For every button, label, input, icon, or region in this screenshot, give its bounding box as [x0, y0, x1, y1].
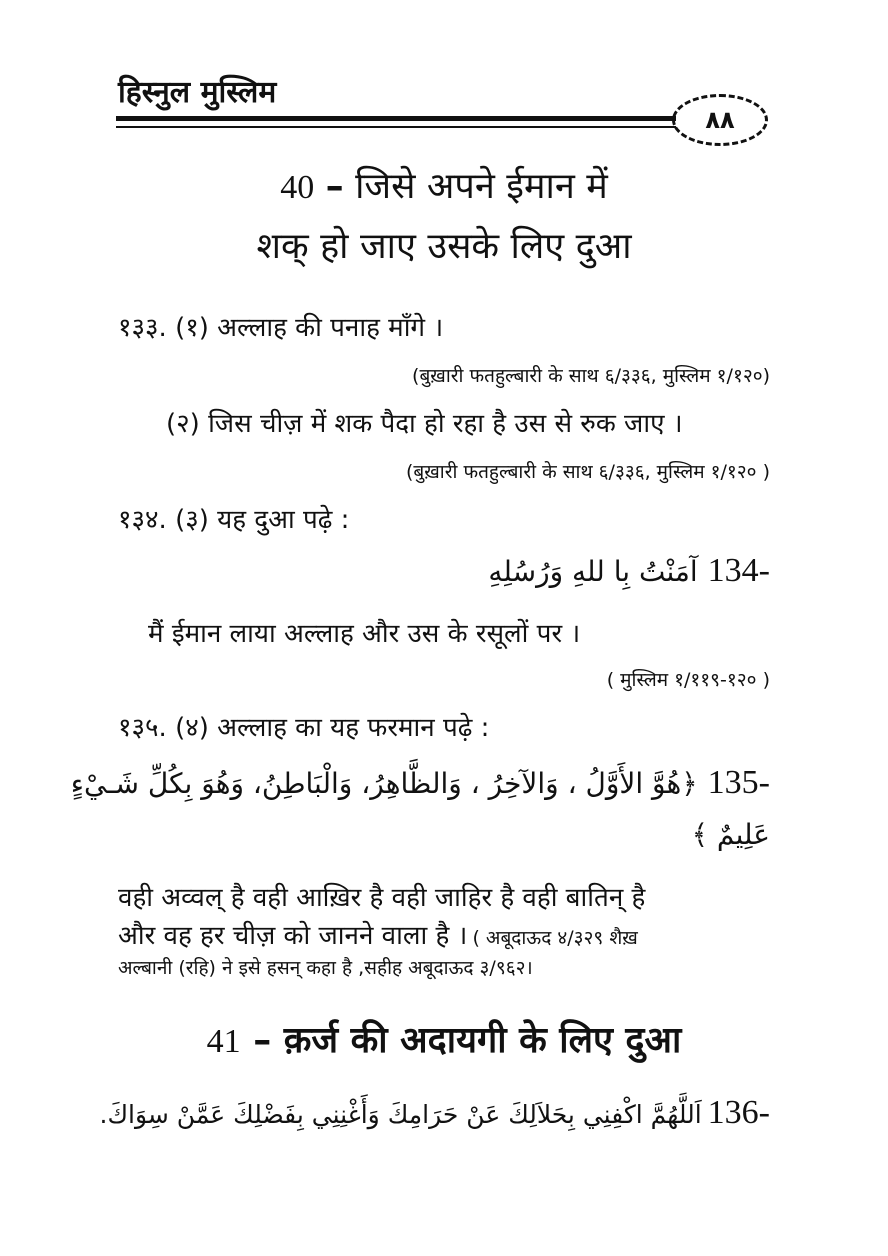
item-135-translation-line2	[118, 916, 638, 952]
item-133-b: (२) जिस चीज़ में शक पैदा हो रहा है उस से रुक जाए ।	[166, 409, 683, 439]
item-136-dua	[100, 1094, 771, 1132]
item-134-reference: ( मुस्लिम १/११९-१२० )	[606, 669, 770, 691]
section-40-heading-line1	[0, 160, 888, 209]
item-134-translation: मैं ईमान लाया अल्लाह और उस के रसूलों पर ।	[148, 619, 581, 649]
page-number-badge	[672, 94, 768, 146]
item-135-translation-line2-main: और वह हर चीज़ को जानने वाला है ।	[118, 921, 468, 951]
running-header-title: हिस्नुल मुस्लिम	[118, 75, 277, 110]
item-135-dua-line1	[71, 764, 770, 802]
page-number: ٨٨	[705, 106, 735, 134]
item-135-arabic-line1: ﴿هُوَّ الأَوَّلُ ، وَالآخِرُ ، وَالظَّاهِرُ، وَالْبَاطِنُ، وَهُوَ بِكُلِّ شَـيْءٍ	[70, 767, 698, 800]
section-40-title-line2: शक् हो जाए उसके लिए दुआ	[256, 226, 632, 267]
section-41-heading	[0, 1014, 888, 1063]
item-134-dua	[488, 552, 770, 590]
item-135-reference-end: अल्बानी (रहि) ने इसे हसन् कहा है ,सहीह अबूदाऊद ३/९६२।	[118, 957, 533, 979]
section-41-title: क़र्ज की अदायगी के लिए दुआ	[283, 1020, 682, 1061]
item-135-instruction: १३५. (४) अल्लाह का यह फरमान पढ़े :	[118, 713, 490, 743]
section-41-number: 41	[206, 1023, 241, 1060]
section-40-number: 40	[280, 169, 315, 206]
item-134-instruction: १३४. (३) यह दुआ पढ़े :	[118, 505, 350, 535]
section-40-dash: –	[325, 166, 344, 207]
item-135-arabic-line2: عَلِيمٌ ﴾	[691, 818, 770, 851]
section-41-dash: –	[253, 1020, 272, 1061]
item-133-b-reference: (बुख़ारी फतहुल्बारी के साथ ६/३३६, मुस्लिम १/१२० )	[405, 461, 770, 483]
header-rule-thin	[116, 126, 676, 128]
item-136-number: 136-	[707, 1094, 770, 1131]
header-rule-thick	[116, 116, 676, 121]
item-133-a: १३३. (१) अल्लाह की पनाह माँगे ।	[118, 313, 444, 343]
section-40-title-line1: जिसे अपने ईमान में	[355, 166, 608, 207]
item-134-arabic: آمَنْتُ بِا للهِ وَرُسُلِهِ	[488, 555, 698, 588]
item-134-number: 134-	[707, 552, 770, 589]
item-135-reference-start: ( अबूदाऊद ४/३२९ शैख़	[472, 927, 638, 949]
item-133-a-reference: (बुख़ारी फतहुल्बारी के साथ ६/३३६, मुस्लिम १/१२०)	[412, 365, 770, 387]
item-135-translation-line1: वही अव्वल् है वही आख़िर है वही जाहिर है वही बातिन् है	[118, 883, 646, 913]
item-136-arabic: اَللَّهُمَّ اكْفِنِي بِحَلاَلِكَ عَنْ حَرَامِكَ وَأَغْنِنِي بِفَضْلِكَ عَمَّنْ سِوَاكَ.	[99, 1100, 702, 1129]
item-135-number: 135-	[707, 764, 770, 801]
